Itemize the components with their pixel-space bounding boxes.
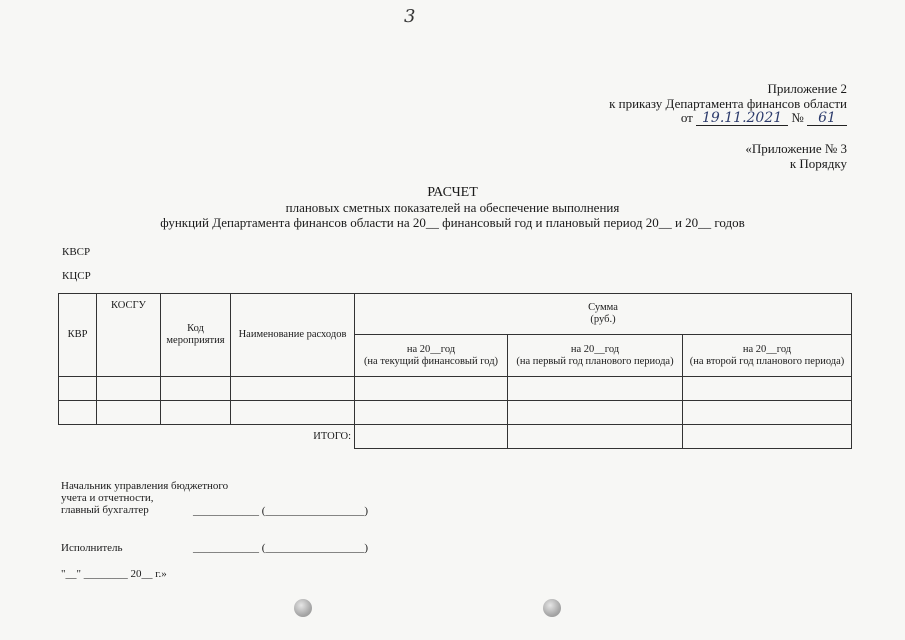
appendix-title: Приложение 2 [767, 81, 847, 96]
total-current [355, 425, 508, 449]
table-row [59, 377, 852, 401]
col-name: Наименование расходов [231, 294, 355, 377]
order-date-number [681, 110, 847, 126]
col-kvr: КВР [59, 294, 97, 377]
date-prefix: от [680, 110, 693, 125]
total-row [59, 425, 852, 449]
executor-signature-line: ____________ (__________________) [193, 542, 369, 554]
total-second-plan [683, 425, 852, 449]
table-row [59, 401, 852, 425]
sum-header: Сумма [588, 302, 618, 313]
punch-hole [543, 599, 561, 617]
number-prefix: № [791, 110, 804, 125]
total-label: ИТОГО: [313, 430, 351, 442]
document-subtitle-1: плановых сметных показателей на обеспечение выполнения [285, 200, 620, 215]
sum-unit: (руб.) [590, 314, 616, 325]
document-subtitle-2: функций Департамента финансов области на 20__ финансовый год и плановый период 20__ и 20__ годов [160, 215, 745, 230]
chief-signature-line: ____________ (__________________) [193, 505, 369, 517]
document-title: РАСЧЕТ [427, 185, 478, 200]
handwritten-number: 61 [807, 111, 847, 126]
order-reference: к приказу Департамента финансов области [609, 96, 847, 111]
appendix3-title: «Приложение № 3 [745, 141, 847, 156]
year-desc: (на второй год планового периода) [689, 355, 845, 367]
sig-title-line: главный бухгалтер [61, 504, 149, 516]
col-sum [355, 294, 852, 335]
appendix3-header [745, 141, 847, 171]
appendix3-sub: к Порядку [789, 156, 847, 171]
total-first-plan [508, 425, 683, 449]
punch-hole [294, 599, 312, 617]
page-number: 3 [404, 6, 416, 27]
col-code: Код мероприятия [161, 294, 231, 377]
handwritten-date: 19.11.2021 [696, 111, 788, 126]
sig-title-line: Начальник управления бюджетного [61, 480, 229, 492]
kcsr-label: КЦСР [62, 270, 91, 282]
calculation-table [58, 293, 852, 449]
executor-label: Исполнитель [61, 542, 123, 554]
year-label: на 20__год [742, 343, 792, 355]
kvsr-label: КВСР [62, 246, 91, 258]
col-year-first-plan [508, 335, 683, 377]
year-label: на 20__год [570, 343, 620, 355]
appendix-header [609, 81, 847, 111]
col-year-second-plan [683, 335, 852, 377]
col-year-current [355, 335, 508, 377]
year-desc: (на первый год планового периода) [516, 355, 674, 367]
col-kosgu: КОСГУ [97, 294, 161, 377]
date-line: "__" ________ 20__ г.» [61, 568, 167, 580]
year-label: на 20__год [406, 343, 456, 355]
year-desc: (на текущий финансовый год) [363, 355, 499, 367]
sig-title-line: учета и отчетности, [61, 492, 154, 504]
